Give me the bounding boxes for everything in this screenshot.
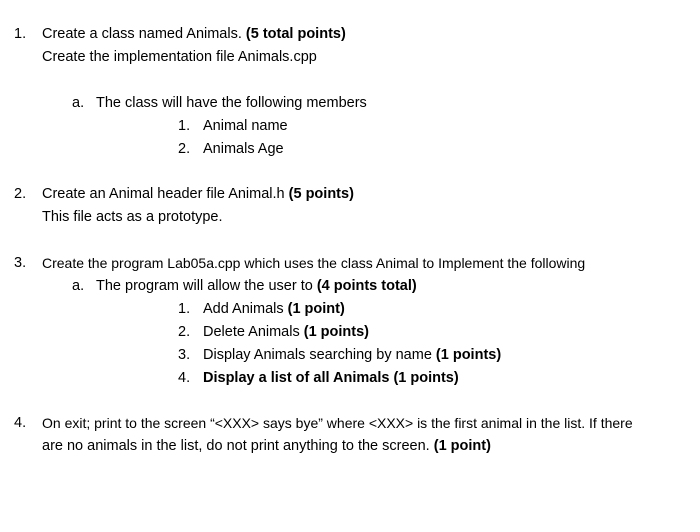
item-2-title: Create an Animal header file Animal.h (5 points): [42, 186, 354, 202]
item-2-points: (5 points): [288, 186, 354, 202]
option-4-text: Display a list of all Animals (1 points): [203, 370, 459, 386]
member-2-number: 2.: [178, 141, 191, 157]
option-1-text: Add Animals (1 point): [203, 301, 345, 317]
member-2-text: Animals Age: [203, 141, 284, 157]
option-2-points: (1 points): [303, 324, 369, 340]
option-4-number: 4.: [178, 370, 191, 386]
option-2-number: 2.: [178, 324, 191, 340]
item-2-detail: This file acts as a prototype.: [42, 209, 223, 225]
item-3a-text: The program will allow the user to (4 points total): [96, 278, 417, 294]
option-3-points: (1 points): [435, 347, 502, 363]
option-2-text: Delete Animals (1 points): [203, 324, 369, 340]
member-1-number: 1.: [178, 118, 191, 134]
item-4-points: (1 point): [433, 438, 491, 454]
item-4-line2: are no animals in the list, do not print anything to the screen. (1 point): [42, 438, 491, 454]
member-1-text: Animal name: [203, 118, 288, 134]
option-3-number: 3.: [178, 347, 191, 363]
item-1-number: 1.: [14, 26, 27, 42]
item-4-number: 4.: [14, 415, 27, 431]
option-1-number: 1.: [178, 301, 191, 317]
item-1-points: (5 total points): [245, 26, 346, 42]
item-1-detail: Create the implementation file Animals.cpp: [42, 49, 317, 65]
item-4-line1: On exit; print to the screen “<XXX> says bye” where <XXX> is the first animal in the list. If there: [42, 415, 633, 431]
option-1-points: (1 point): [287, 301, 345, 317]
item-1a-letter: a.: [72, 95, 85, 111]
item-2-number: 2.: [14, 186, 27, 202]
item-3-title: Create the program Lab05a.cpp which uses the class Animal to Implement the following: [42, 255, 586, 271]
item-1a-text: The class will have the following members: [96, 95, 367, 111]
option-3-text: Display Animals searching by name (1 points): [203, 347, 502, 363]
item-1-title: Create a class named Animals. (5 total points): [42, 26, 346, 42]
item-3a-points: (4 points total): [316, 278, 417, 294]
item-3a-letter: a.: [72, 278, 85, 294]
item-3-number: 3.: [14, 255, 27, 271]
